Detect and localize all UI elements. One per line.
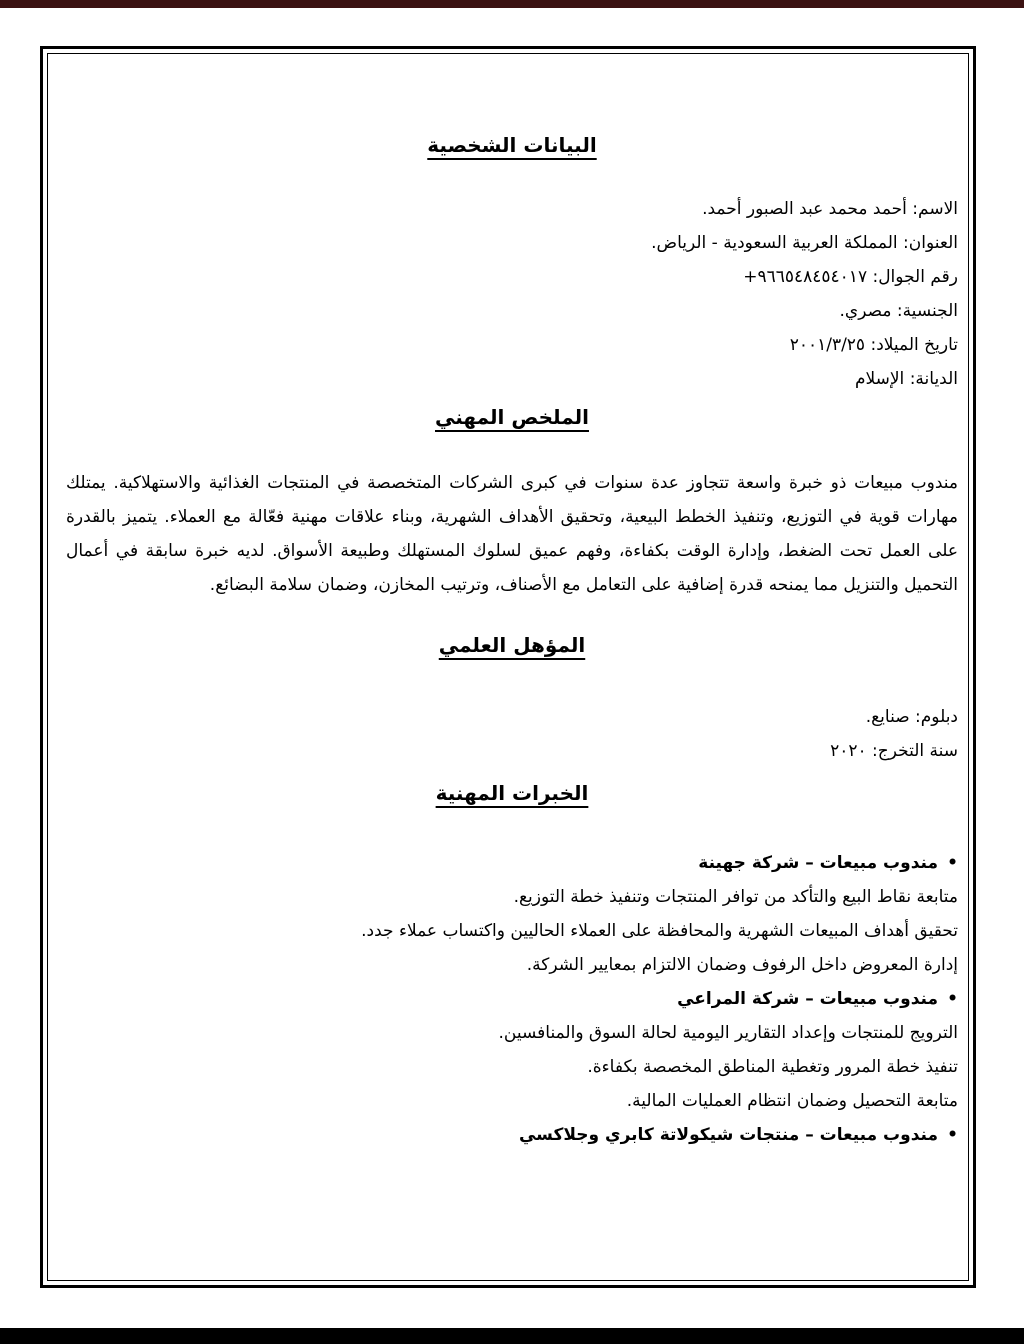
graduation-year-line: سنة التخرج: ٢٠٢٠ [830,741,958,761]
job-task: متابعة نقاط البيع والتأكد من توافر المنتجات وتنفيذ خطة التوزيع. [513,887,958,907]
job-title-almarai: • مندوب مبيعات – شركة المراعي [66,982,958,1016]
education-heading: المؤهل العلمي [438,633,586,657]
name-line: الاسم: أحمد محمد عبد الصبور أحمد. [702,199,958,219]
personal-info [66,192,958,396]
job-title-juhayna: • مندوب مبيعات – شركة جهينة [66,846,958,880]
nationality-line: الجنسية: مصري. [839,301,958,321]
mobile-line: رقم الجوال: ٩٦٦٥٤٨٤٥٤٠١٧+ [743,267,958,287]
bullet-icon: • [947,989,958,1009]
birthdate-line: تاريخ الميلاد: ٢٠٠١/٣/٢٥ [789,335,958,355]
top-border-bar [0,0,1024,8]
diploma-line: دبلوم: صنايع. [865,707,958,727]
address-line: العنوان: المملكة العربية السعودية - الرياض. [651,233,958,253]
job-task: متابعة التحصيل وضمان انتظام العمليات المالية. [626,1091,958,1111]
summary-text: مندوب مبيعات ذو خبرة واسعة تتجاوز عدة سنوات في كبرى الشركات المتخصصة في المنتجات الغذائية والاستهلاكية. يمتلك مهارات قوية في التوزيع، وتنفيذ الخطط البيعية، وتحقيق الأهداف الشهرية، وبناء علاقات مهنية فعّالة مع العملاء. يتميز بالقدرة على العمل تحت الضغط، وإدارة الوقت بكفاءة، وفهم عميق لسلوك المستهلك وطبيعة الأسواق. لديه خبرة سابقة في أعمال التحميل والتنزيل مما يمنحه قدرة إضافية على التعامل مع الأصناف، وترتيب المخازن، وضمان سلامة البضائع. [66,473,958,595]
bottom-border-bar [0,1328,1024,1344]
bullet-icon: • [947,1125,958,1145]
job-task: الترويج للمنتجات وإعداد التقارير اليومية لحالة السوق والمنافسين. [498,1023,958,1043]
personal-heading: البيانات الشخصية [427,133,597,157]
summary-heading: الملخص المهني [435,405,589,429]
education-info [66,700,958,768]
job-task: تحقيق أهداف المبيعات الشهرية والمحافظة على العملاء الحاليين واكتساب عملاء جدد. [361,921,958,941]
job-task: إدارة المعروض داخل الرفوف وضمان الالتزام بمعايير الشركة. [526,955,958,975]
bullet-icon: • [947,853,958,873]
job-task: تنفيذ خطة المرور وتغطية المناطق المخصصة بكفاءة. [587,1057,958,1077]
religion-line: الديانة: الإسلام [854,369,958,389]
resume-content [66,110,958,1152]
job-title-capri-galaxy: • مندوب مبيعات – منتجات شيكولاتة كابري وجلاكسي [66,1118,958,1152]
experience-heading: الخبرات المهنية [435,781,589,805]
experience-list [66,846,958,1152]
